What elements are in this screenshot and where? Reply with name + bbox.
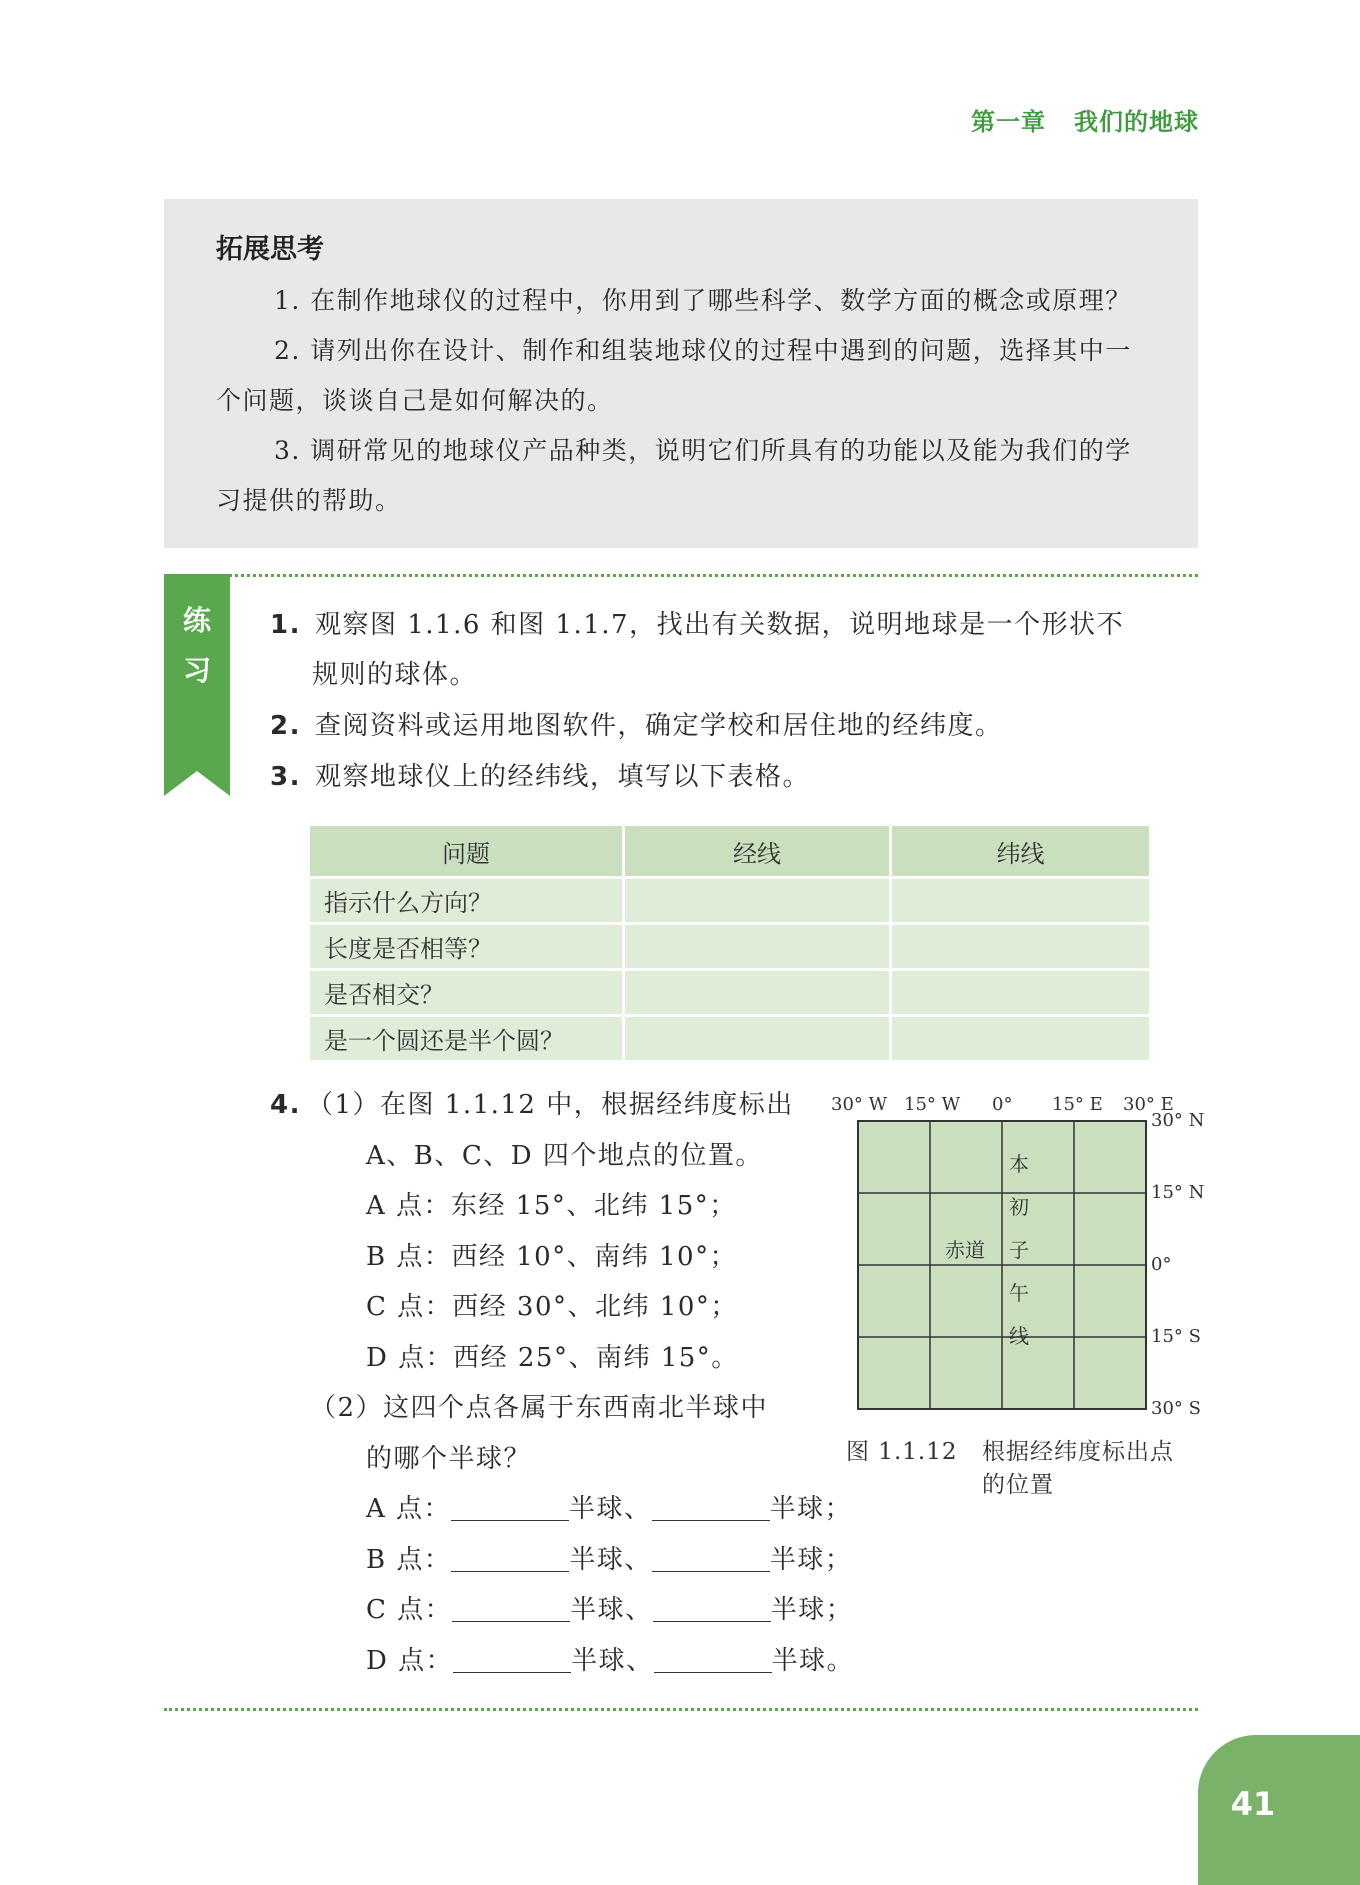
chapter-header bbox=[971, 102, 1199, 137]
lat-lon-grid-map bbox=[826, 1088, 1206, 1428]
meridian-label-char: 线 bbox=[1009, 1324, 1029, 1348]
table-cell-parallel[interactable] bbox=[891, 970, 1150, 1016]
table-cell-meridian[interactable] bbox=[624, 1016, 891, 1062]
question-1-line-2: 规则的球体。 bbox=[312, 660, 478, 690]
question-4-part-2-line-1: （2）这四个点各属于东西南北半球中 bbox=[310, 1393, 769, 1423]
table-header-row bbox=[310, 826, 1149, 878]
lat-label: 15° S bbox=[1151, 1326, 1201, 1347]
answer-blank[interactable] bbox=[451, 1490, 569, 1521]
table-header-question: 问题 bbox=[310, 826, 624, 878]
answer-end: 半球； bbox=[769, 1494, 853, 1524]
answer-mid: 半球、 bbox=[570, 1595, 653, 1625]
table-cell-parallel[interactable] bbox=[891, 924, 1150, 970]
thinking-item-1: 1. 在制作地球仪的过程中，你用到了哪些科学、数学方面的概念或原理？ bbox=[274, 286, 1132, 315]
lon-label: 30° E bbox=[1123, 1094, 1174, 1115]
meridian-label-char: 午 bbox=[1009, 1281, 1029, 1305]
practice-tab-char-2: 习 bbox=[182, 654, 211, 687]
answer-mid: 半球、 bbox=[569, 1494, 652, 1524]
table-row bbox=[310, 1016, 1149, 1062]
question-4-part-1-line-2: A、B、C、D 四个地点的位置。 bbox=[366, 1140, 763, 1171]
table-row-question: 是否相交？ bbox=[310, 970, 624, 1016]
practice-tab-char-1: 练 bbox=[182, 604, 211, 637]
table-cell-meridian[interactable] bbox=[624, 924, 891, 970]
map-caption-text: 根据经纬度标出点的位置 bbox=[982, 1439, 1174, 1498]
answer-blank[interactable] bbox=[451, 1541, 569, 1572]
map-caption bbox=[846, 1436, 1192, 1502]
table-cell-meridian[interactable] bbox=[624, 878, 891, 924]
answer-label: C 点： bbox=[366, 1595, 453, 1625]
table-cell-meridian[interactable] bbox=[624, 970, 891, 1016]
question-1 bbox=[270, 600, 1124, 700]
question-4 bbox=[270, 1080, 854, 1686]
question-4-part-2-line-2: 的哪个半球？ bbox=[366, 1443, 532, 1474]
answer-row-b bbox=[270, 1535, 854, 1586]
answer-blank[interactable] bbox=[654, 1642, 772, 1673]
meridian-label-char: 本 bbox=[1009, 1152, 1029, 1176]
point-c-coords: C 点：西经 30°、北纬 10°； bbox=[366, 1292, 738, 1322]
dotted-divider-top bbox=[164, 574, 1198, 577]
page-number: 41 bbox=[1230, 1785, 1276, 1823]
answer-label: A 点： bbox=[366, 1494, 452, 1524]
answer-label: B 点： bbox=[366, 1544, 452, 1575]
answer-blank[interactable] bbox=[653, 1591, 771, 1622]
lat-label: 30° N bbox=[1151, 1110, 1205, 1131]
table-row bbox=[310, 878, 1149, 924]
answer-end: 半球。 bbox=[771, 1645, 855, 1676]
equator-label: 赤道 bbox=[945, 1238, 985, 1262]
meridian-label-char: 初 bbox=[1009, 1195, 1029, 1219]
point-d-coords: D 点：西经 25°、南纬 15°。 bbox=[366, 1342, 739, 1373]
chapter-title: 我们的地球 bbox=[1074, 108, 1199, 136]
answer-label: D 点： bbox=[366, 1645, 454, 1676]
question-2 bbox=[270, 701, 1002, 751]
dotted-divider-bottom bbox=[164, 1708, 1198, 1711]
page-number-tab bbox=[1198, 1735, 1360, 1885]
point-a-coords: A 点：东经 15°、北纬 15°； bbox=[366, 1191, 737, 1221]
question-4-number: 4. bbox=[270, 1090, 301, 1120]
table-header-meridian: 经线 bbox=[624, 826, 891, 878]
question-3 bbox=[270, 752, 810, 802]
meridian-label-char: 子 bbox=[1009, 1238, 1029, 1262]
lat-label: 15° N bbox=[1151, 1182, 1205, 1203]
answer-blank[interactable] bbox=[652, 1490, 770, 1521]
table-cell-parallel[interactable] bbox=[891, 1016, 1150, 1062]
practice-tab bbox=[164, 574, 230, 796]
table-header-parallel: 纬线 bbox=[891, 826, 1150, 878]
practice-tab-label bbox=[164, 596, 230, 696]
answer-end: 半球； bbox=[770, 1595, 854, 1625]
table-row bbox=[310, 924, 1149, 970]
extended-thinking-box bbox=[164, 199, 1198, 548]
question-2-number: 2. bbox=[270, 711, 301, 741]
point-b-coords: B 点：西经 10°、南纬 10°； bbox=[366, 1241, 738, 1272]
table-row-question: 是一个圆还是半个圆？ bbox=[310, 1016, 624, 1062]
table-row bbox=[310, 970, 1149, 1016]
table-cell-parallel[interactable] bbox=[891, 878, 1150, 924]
question-4-part-1-line-1: （1）在图 1.1.12 中，根据经纬度标出 bbox=[306, 1090, 794, 1120]
lat-label: 0° bbox=[1151, 1254, 1172, 1275]
map-caption-label: 图 1.1.12 bbox=[846, 1439, 958, 1465]
question-1-number: 1. bbox=[270, 610, 301, 640]
lon-label: 30° W bbox=[831, 1094, 888, 1115]
question-3-text: 观察地球仪上的经纬线，填写以下表格。 bbox=[314, 762, 810, 792]
question-1-line-1: 观察图 1.1.6 和图 1.1.7，找出有关数据，说明地球是一个形状不 bbox=[314, 610, 1125, 640]
answer-blank[interactable] bbox=[452, 1591, 570, 1622]
answer-blank[interactable] bbox=[453, 1642, 571, 1673]
question-3-number: 3. bbox=[270, 762, 301, 792]
answer-row-c bbox=[270, 1585, 854, 1636]
table-row-question: 指示什么方向？ bbox=[310, 878, 624, 924]
thinking-item-2: 2. 请列出你在设计、制作和组装地球仪的过程中遇到的问题，选择其中一个问题，谈谈自己是如何解决的。 bbox=[216, 336, 1132, 415]
answer-mid: 半球、 bbox=[569, 1544, 652, 1575]
answer-end: 半球； bbox=[769, 1544, 853, 1575]
extended-thinking-title: 拓展思考 bbox=[216, 234, 324, 265]
answer-mid: 半球、 bbox=[571, 1645, 654, 1676]
thinking-item-3: 3. 调研常见的地球仪产品种类，说明它们所具有的功能以及能为我们的学习提供的帮助。 bbox=[216, 436, 1132, 515]
table-row-question: 长度是否相等？ bbox=[310, 924, 624, 970]
lon-label: 0° bbox=[992, 1094, 1013, 1115]
lon-label: 15° E bbox=[1052, 1094, 1103, 1115]
lon-label: 15° W bbox=[904, 1094, 961, 1115]
chapter-number: 第一章 bbox=[971, 108, 1046, 136]
question-2-text: 查阅资料或运用地图软件，确定学校和居住地的经纬度。 bbox=[314, 711, 1003, 741]
lat-label: 30° S bbox=[1151, 1398, 1201, 1419]
meridian-parallel-table bbox=[310, 826, 1149, 1063]
answer-row-d bbox=[270, 1636, 854, 1687]
answer-row-a bbox=[270, 1484, 854, 1535]
answer-blank[interactable] bbox=[652, 1541, 770, 1572]
